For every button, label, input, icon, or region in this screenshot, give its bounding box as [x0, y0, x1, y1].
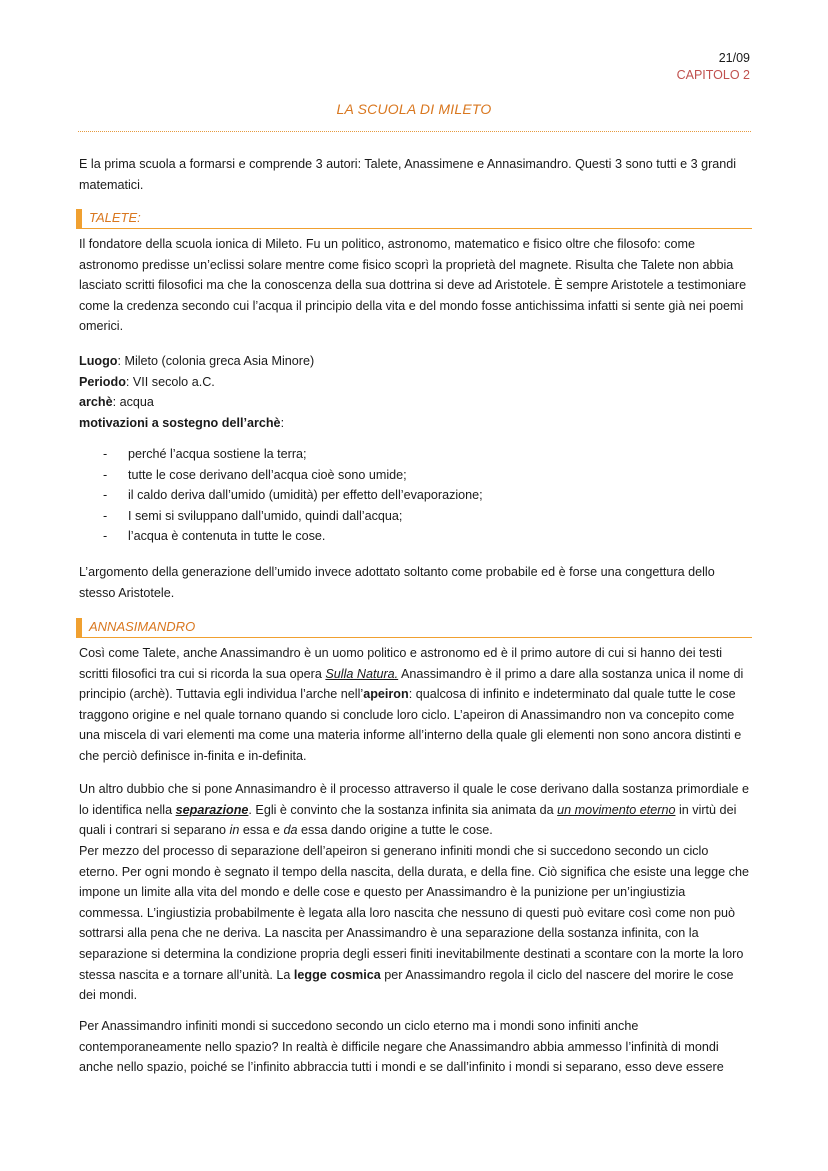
- talete-paragraph: Il fondatore della scuola ionica di Mileto. Fu un politico, astronomo, matematico e fisico oltre che filosofo: come astronomo predisse un’eclissi solare mentre come fisico scoprì la proprietà del magnete. Risulta che Talete non abbia lasciato scritti filosofici ma che la conoscenza della sua dottrina si deve ad Aristotele. È sempre Aristotele a testimoniare come la credenza secondo cui l’acqua il principio della vita e del mondo fosse antichissima infatti si sente già nei poemi omerici.: [79, 237, 747, 334]
- text-run: Per mezzo del processo di separazione dell’apeiron si generano infiniti mondi che si succedono secondo un ciclo eterno. Per ogni mondo è segnato il tempo della nascita, della durata, e della fine. Ciò significa che esiste una legge che impone un limite alla vita del mondo e delle cose e questo per Anassimandro è la punizione per un’ingiustizia commessa. L’ingiustizia probabilmente è legata alla loro nascita che nessuno di questi può evitare così come non può sottrarsi alla pena che ne deriva. La nascita per Anassimandro è una separazione della sostanza infinita, con la separazione si determina la condizione propria degli esseri finiti inevitabilmente destinati a scontare con la morte la loro stessa nascita e a tornare all’unità. La: [79, 844, 749, 982]
- fact-motivazioni-label: motivazioni a sostegno dell’archè: [79, 415, 281, 430]
- list-dash: -: [103, 467, 108, 482]
- term-da: da: [283, 823, 298, 838]
- fact-arche: [79, 392, 751, 413]
- fact-arche-value: : acqua: [112, 395, 154, 410]
- fact-periodo-value: : VII secolo a.C.: [125, 374, 215, 389]
- list-item-text: tutte le cose derivano dell’acqua cioè sono umide;: [128, 467, 407, 482]
- list-item-text: il caldo deriva dall’umido (umidità) per effetto dell’evaporazione;: [128, 488, 483, 503]
- list-item-text: perché l’acqua sostiene la terra;: [128, 447, 307, 461]
- fact-motivazioni: [79, 413, 751, 434]
- fact-motivazioni-suffix: :: [280, 415, 285, 430]
- section-heading-talete-label: TALETE:: [89, 210, 141, 225]
- work-title-sulla-natura: Sulla Natura.: [325, 666, 399, 681]
- term-movimento-eterno: un movimento eterno: [557, 802, 676, 817]
- list-item-text: l’acqua è contenuta in tutte le cose.: [128, 529, 326, 544]
- fact-periodo: [79, 372, 751, 393]
- list-item: [79, 506, 751, 527]
- term-in: in: [229, 823, 240, 838]
- fact-periodo-label: Periodo: [79, 374, 126, 389]
- fact-arche-label: archè: [79, 395, 113, 410]
- talete-facts: [79, 351, 751, 433]
- term-legge-cosmica: legge cosmica: [293, 967, 381, 982]
- fact-luogo-label: Luogo: [79, 354, 118, 368]
- text-run: Anassimandro è il primo a dare alla sostanza unica il nome di principio (archè). Tuttavia egli individua l’arche nell’: [79, 666, 744, 702]
- list-dash: -: [103, 447, 108, 461]
- list-item: [79, 465, 751, 486]
- section-heading-anassimandro: [76, 618, 752, 638]
- text-run: essa dando origine a tutte le cose.: [297, 823, 493, 838]
- text-run: : qualcosa di infinito e indeterminato dal quale tutte le cose traggono origine e nel quale tornano quando si conclude loro ciclo. L’apeiron di Anassimandro non va concepito come una miscela di vari elementi ma come una materia informe all’interno della quale gli elementi non sono ancora distinti e che perciò definisce in-finita e in-definita.: [79, 687, 742, 763]
- text-run: Un altro dubbio che si pone Annasimandro è il processo attraverso il quale le cose derivano dalla sostanza primordiale e lo identifica nella: [79, 782, 749, 817]
- talete-motivations-list: [79, 444, 751, 547]
- fact-luogo-value: : Mileto (colonia greca Asia Minore): [117, 354, 315, 368]
- text-run: Così come Talete, anche Anassimandro è un uomo politico e astronomo ed è il primo autore di cui si hanno dei testi scritti filosofici tra cui si ricorda la sua opera: [79, 646, 723, 681]
- text-run: in virtù dei quali i contrari si separano: [79, 802, 737, 838]
- text-run: . Egli è convinto che la sostanza infinita sia animata da: [248, 802, 558, 817]
- anassimandro-paragraph-4: Per Anassimandro infiniti mondi si succedono secondo un ciclo eterno ma i mondi sono infiniti anche contemporaneamente nello spazio? In realtà è difficile negare che Anassimandro abbia ammesso l’infinità di mondi anche nello spazio, poiché se l’infinito abbraccia tutti i mondi e se dall’infinito i mondi si separano, esso deve essere: [79, 1019, 724, 1075]
- term-apeiron: apeiron: [363, 687, 409, 702]
- term-separazione: separazione: [175, 802, 249, 817]
- anassimandro-paragraph-1: [79, 643, 751, 767]
- page-title: LA SCUOLA DI MILETO: [336, 101, 492, 117]
- header-date: 21/09: [718, 51, 750, 65]
- list-item-text: I semi si sviluppano dall’umido, quindi dall’acqua;: [128, 508, 403, 523]
- text-run: essa e: [239, 823, 284, 838]
- anassimandro-paragraph-2: [79, 779, 751, 841]
- list-dash: -: [103, 529, 108, 544]
- text-run: per Anassimandro regola il ciclo del nascere del morire le cose dei mondi.: [79, 967, 734, 1003]
- intro-paragraph: E la prima scuola a formarsi e comprende 3 autori: Talete, Anassimene e Annasimandro. Questi 3 sono tutti e 3 grandi matematici.: [79, 157, 737, 192]
- title-divider: [78, 131, 751, 132]
- list-item: [79, 526, 751, 547]
- anassimandro-paragraph-3: [79, 841, 751, 1006]
- section-heading-anassimandro-label: ANNASIMANDRO: [89, 619, 196, 634]
- fact-luogo: [79, 351, 751, 372]
- list-dash: -: [103, 508, 108, 523]
- header-chapter: CAPITOLO 2: [676, 68, 750, 82]
- section-heading-talete: [76, 209, 752, 229]
- list-item: [79, 444, 751, 465]
- talete-closing-paragraph: L’argomento della generazione dell’umido invece adottato soltanto come probabile ed è forse una congettura dello stesso Aristotele.: [79, 565, 715, 600]
- list-dash: -: [103, 488, 108, 503]
- list-item: [79, 485, 751, 506]
